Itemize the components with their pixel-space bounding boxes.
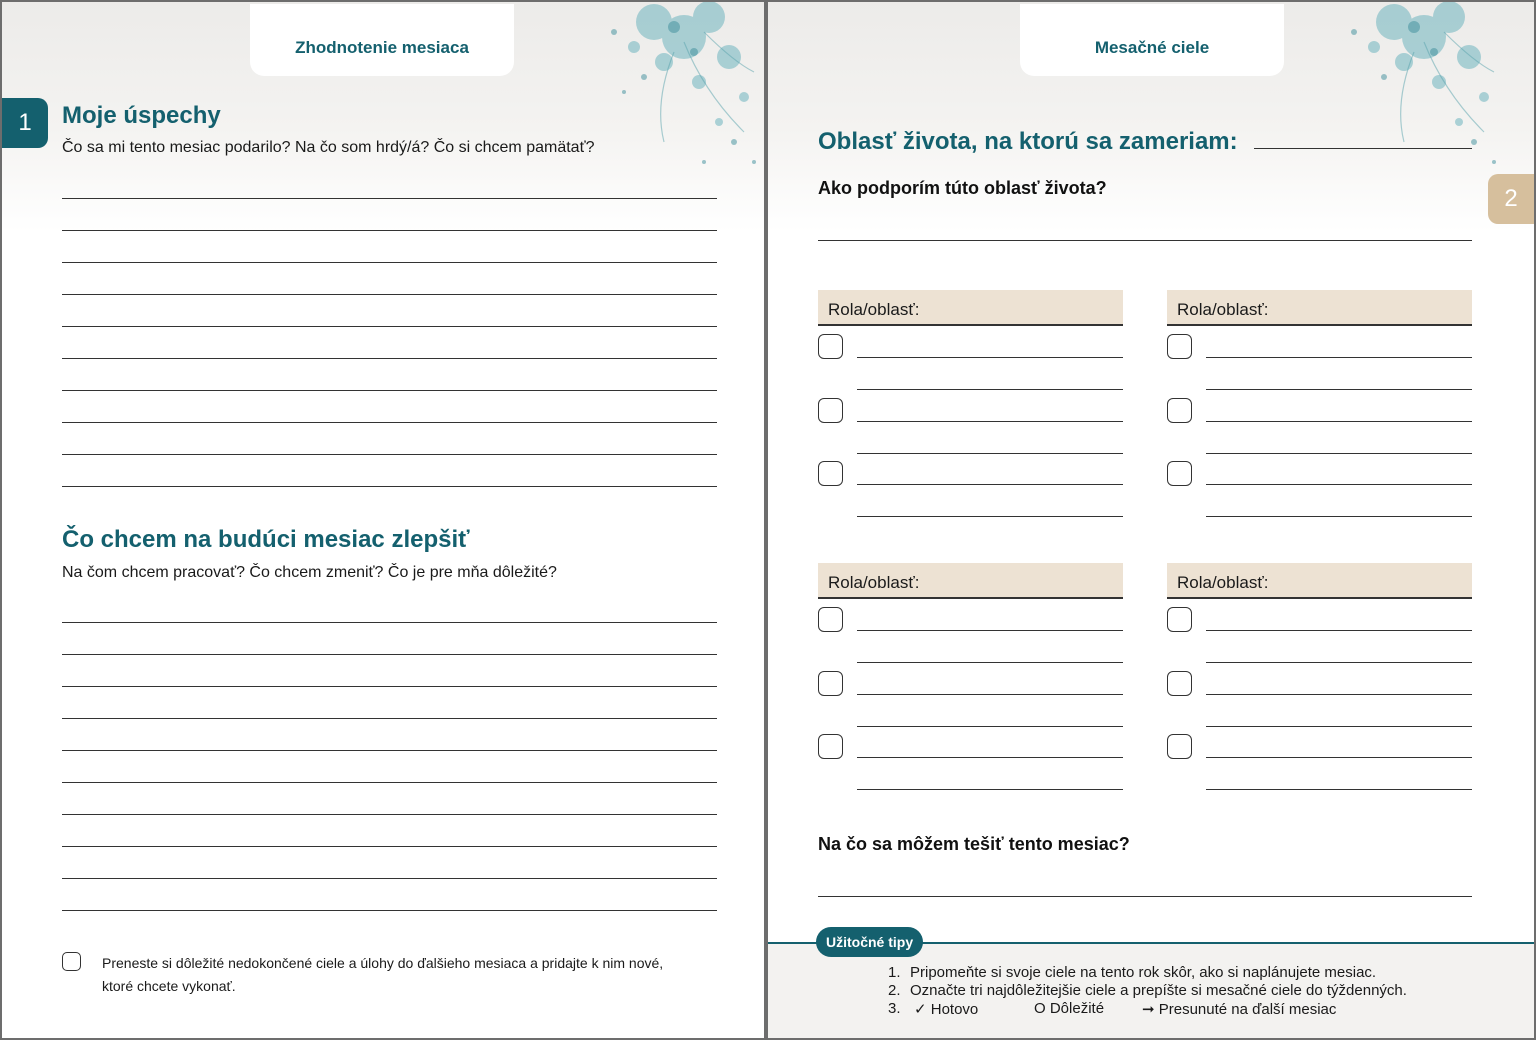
goal-checkbox[interactable] <box>1167 734 1192 759</box>
goal-checkbox[interactable] <box>818 607 843 632</box>
tip-item <box>888 1000 910 1017</box>
tip-text: Pripomeňte si svoje ciele na tento rok skôr, ako si naplánujete mesiac. <box>910 964 1377 981</box>
writing-line[interactable] <box>818 240 1472 241</box>
watercolor-splash-decoration <box>1274 2 1534 202</box>
focus-area-heading: Oblasť života, na ktorú sa zameriam: <box>818 128 1238 155</box>
role-area-header: Rola/oblasť: <box>818 563 1123 599</box>
legend-important <box>1034 1000 1104 1017</box>
support-question: Ako podporím túto oblasť života? <box>818 178 1107 198</box>
goal-line[interactable] <box>1206 757 1472 758</box>
writing-line[interactable] <box>62 750 717 751</box>
carry-over-note <box>102 952 732 998</box>
goal-line[interactable] <box>1206 421 1472 422</box>
goal-line[interactable] <box>1206 789 1472 790</box>
page-number-badge: 1 <box>2 98 48 148</box>
goal-line[interactable] <box>857 757 1123 758</box>
goal-line[interactable] <box>1206 630 1472 631</box>
goal-checkbox[interactable] <box>1167 607 1192 632</box>
goal-line[interactable] <box>1206 453 1472 454</box>
goal-line[interactable] <box>857 516 1123 517</box>
page-number-badge: 2 <box>1488 174 1534 224</box>
section-prompt-achievements: Čo sa mi tento mesiac podarilo? Na čo som hrdý/á? Čo si chcem pamätať? <box>62 139 595 156</box>
header-tab-title: Zhodnotenie mesiaca <box>250 4 514 76</box>
writing-line[interactable] <box>62 718 717 719</box>
legend-done <box>914 1000 978 1018</box>
circle-icon: O <box>1034 1000 1046 1017</box>
goal-line[interactable] <box>1206 516 1472 517</box>
tip-number: 1. <box>888 964 901 981</box>
writing-line[interactable] <box>62 654 717 655</box>
goal-line[interactable] <box>857 453 1123 454</box>
legend-label: Hotovo <box>930 1001 979 1018</box>
writing-line[interactable] <box>62 454 717 455</box>
right-page <box>768 2 1534 1038</box>
writing-line[interactable] <box>62 846 717 847</box>
checkmark-icon: ✓ <box>914 1001 927 1018</box>
goal-checkbox[interactable] <box>818 334 843 359</box>
tip-text: Označte tri najdôležitejšie ciele a prepíšte si mesačné ciele do týždenných. <box>910 982 1407 999</box>
left-page <box>2 2 764 1038</box>
writing-line[interactable] <box>62 294 717 295</box>
tips-label: Užitočné tipy <box>816 927 923 957</box>
goal-line[interactable] <box>857 662 1123 663</box>
section-title-achievements: Moje úspechy <box>62 102 221 129</box>
writing-line[interactable] <box>62 486 717 487</box>
goal-checkbox[interactable] <box>818 734 843 759</box>
writing-line[interactable] <box>62 878 717 879</box>
carry-over-note-line-2: ktoré chcete vykonať. <box>102 978 236 994</box>
writing-line[interactable] <box>62 358 717 359</box>
watercolor-splash-decoration <box>504 2 764 202</box>
writing-line[interactable] <box>62 326 717 327</box>
header-tab-title: Mesačné ciele <box>1020 4 1284 76</box>
goal-line[interactable] <box>857 421 1123 422</box>
goal-line[interactable] <box>857 726 1123 727</box>
section-title-improve: Čo chcem na budúci mesiac zlepšiť <box>62 526 470 553</box>
goal-line[interactable] <box>1206 357 1472 358</box>
look-forward-question: Na čo sa môžem tešiť tento mesiac? <box>818 834 1130 854</box>
writing-line[interactable] <box>62 230 717 231</box>
focus-area-input-line[interactable] <box>1254 148 1472 149</box>
role-area-header: Rola/oblasť: <box>818 290 1123 326</box>
goal-line[interactable] <box>1206 726 1472 727</box>
arrow-right-icon: ➞ <box>1142 1001 1155 1018</box>
goal-line[interactable] <box>857 694 1123 695</box>
writing-line[interactable] <box>62 262 717 263</box>
legend-label: Presunuté na ďalší mesiac <box>1158 1001 1337 1018</box>
role-area-header: Rola/oblasť: <box>1167 563 1472 599</box>
writing-line[interactable] <box>62 390 717 391</box>
writing-line[interactable] <box>62 686 717 687</box>
writing-line[interactable] <box>818 896 1472 897</box>
goal-line[interactable] <box>1206 389 1472 390</box>
goal-checkbox[interactable] <box>1167 671 1192 696</box>
goal-line[interactable] <box>1206 484 1472 485</box>
section-prompt-improve: Na čom chcem pracovať? Čo chcem zmeniť? Čo je pre mňa dôležité? <box>62 564 557 581</box>
goal-line[interactable] <box>857 789 1123 790</box>
writing-line[interactable] <box>62 198 717 199</box>
legend-label: Dôležité <box>1049 1000 1105 1017</box>
tip-number: 3. <box>888 1000 901 1017</box>
writing-line[interactable] <box>62 422 717 423</box>
goal-checkbox[interactable] <box>1167 461 1192 486</box>
goal-line[interactable] <box>857 630 1123 631</box>
writing-line[interactable] <box>62 814 717 815</box>
writing-line[interactable] <box>62 782 717 783</box>
goal-line[interactable] <box>857 484 1123 485</box>
goal-checkbox[interactable] <box>818 461 843 486</box>
writing-line[interactable] <box>62 910 717 911</box>
carry-over-checkbox[interactable] <box>62 952 81 971</box>
goal-line[interactable] <box>1206 662 1472 663</box>
tip-number: 2. <box>888 982 901 999</box>
goal-line[interactable] <box>1206 694 1472 695</box>
tip-item <box>888 982 1407 999</box>
writing-line[interactable] <box>62 622 717 623</box>
carry-over-note-line-1: Preneste si dôležité nedokončené ciele a úlohy do ďalšieho mesiaca a pridajte k nim nové, <box>102 955 664 971</box>
goal-line[interactable] <box>857 389 1123 390</box>
goal-checkbox[interactable] <box>1167 398 1192 423</box>
role-area-header: Rola/oblasť: <box>1167 290 1472 326</box>
goal-checkbox[interactable] <box>818 398 843 423</box>
legend-moved <box>1142 1000 1336 1018</box>
tip-item <box>888 964 1376 981</box>
goal-checkbox[interactable] <box>818 671 843 696</box>
goal-checkbox[interactable] <box>1167 334 1192 359</box>
goal-line[interactable] <box>857 357 1123 358</box>
